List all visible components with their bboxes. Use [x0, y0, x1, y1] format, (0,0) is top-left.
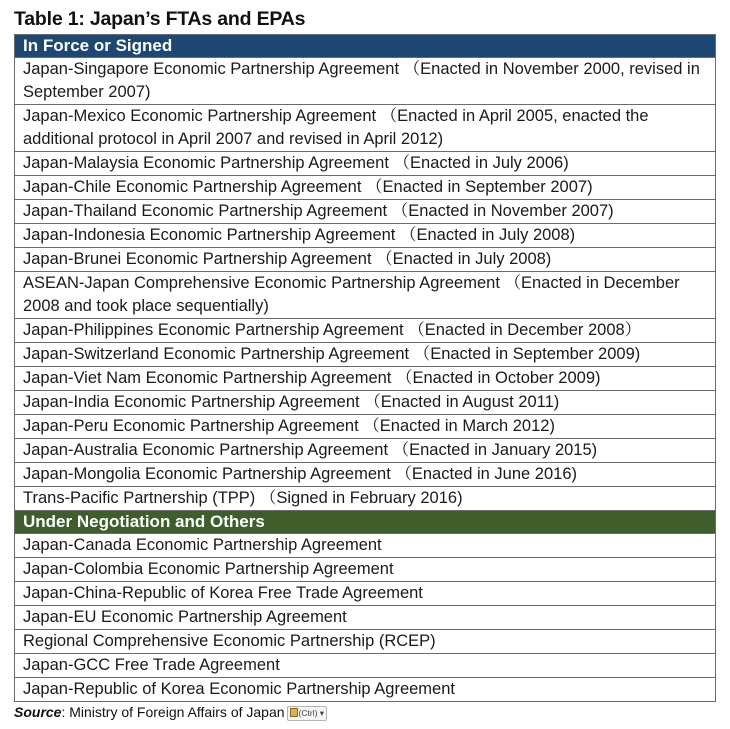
table-cell: Japan-Indonesia Economic Partnership Agreement （Enacted in July 2008) — [15, 224, 716, 248]
table-row — [15, 534, 716, 558]
table-cell: Japan-Malaysia Economic Partnership Agreement （Enacted in July 2006) — [15, 152, 716, 176]
table-row — [15, 415, 716, 439]
table-row — [15, 224, 716, 248]
table-cell: Japan-Switzerland Economic Partnership Agreement （Enacted in September 2009) — [15, 343, 716, 367]
fta-table — [14, 34, 716, 702]
clipboard-icon — [290, 708, 298, 717]
table-row — [15, 319, 716, 343]
section-header-in-force — [15, 35, 716, 58]
table-title: Table 1: Japan’s FTAs and EPAs — [14, 8, 306, 30]
table-row — [15, 58, 716, 105]
table-row — [15, 152, 716, 176]
table-cell: Japan-China-Republic of Korea Free Trade Agreement — [15, 582, 716, 606]
source-label: Source — [14, 704, 62, 720]
table-row — [15, 248, 716, 272]
table-row — [15, 463, 716, 487]
table-row — [15, 176, 716, 200]
table-row — [15, 391, 716, 415]
table-cell: Japan-Peru Economic Partnership Agreement （Enacted in March 2012) — [15, 415, 716, 439]
table-cell: Japan-GCC Free Trade Agreement — [15, 654, 716, 678]
table-cell: Japan-Singapore Economic Partnership Agreement （Enacted in November 2000, revised in September 2007) — [15, 58, 716, 105]
section-heading: In Force or Signed — [15, 35, 716, 58]
table-row — [15, 272, 716, 319]
table-cell: Japan-India Economic Partnership Agreement （Enacted in August 2011) — [15, 391, 716, 415]
section-header-under-negotiation — [15, 511, 716, 534]
table-cell: Japan-Mongolia Economic Partnership Agreement （Enacted in June 2016) — [15, 463, 716, 487]
source-text: : Ministry of Foreign Affairs of Japan — [61, 704, 285, 720]
table-cell: Japan-Australia Economic Partnership Agreement （Enacted in January 2015) — [15, 439, 716, 463]
table-row — [15, 487, 716, 511]
table-cell: Japan-EU Economic Partnership Agreement — [15, 606, 716, 630]
table-cell: Trans-Pacific Partnership (TPP) （Signed in February 2016) — [15, 487, 716, 511]
table-row — [15, 558, 716, 582]
paste-options-button[interactable] — [287, 706, 328, 721]
paste-options-label: (Ctrl) ▾ — [298, 707, 325, 718]
table-cell: Regional Comprehensive Economic Partnership (RCEP) — [15, 630, 716, 654]
table-cell: Japan-Chile Economic Partnership Agreement （Enacted in September 2007) — [15, 176, 716, 200]
table-row — [15, 200, 716, 224]
table-row — [15, 606, 716, 630]
table-row — [15, 582, 716, 606]
table-cell: ASEAN-Japan Comprehensive Economic Partnership Agreement （Enacted in December 2008 and took place sequentially) — [15, 272, 716, 319]
table-cell: Japan-Brunei Economic Partnership Agreement （Enacted in July 2008) — [15, 248, 716, 272]
table-cell: Japan-Colombia Economic Partnership Agreement — [15, 558, 716, 582]
source-note — [14, 704, 327, 721]
table-cell: Japan-Thailand Economic Partnership Agreement （Enacted in November 2007) — [15, 200, 716, 224]
table-cell: Japan-Mexico Economic Partnership Agreement （Enacted in April 2005, enacted the additional protocol in April 2007 and revised in April 2012) — [15, 105, 716, 152]
table-cell: Japan-Republic of Korea Economic Partnership Agreement — [15, 678, 716, 702]
section-heading: Under Negotiation and Others — [15, 511, 716, 534]
table-row — [15, 630, 716, 654]
table-row — [15, 343, 716, 367]
table-cell: Japan-Viet Nam Economic Partnership Agreement （Enacted in October 2009) — [15, 367, 716, 391]
table-row — [15, 367, 716, 391]
table-cell: Japan-Philippines Economic Partnership Agreement （Enacted in December 2008） — [15, 319, 716, 343]
table-row — [15, 678, 716, 702]
table-row — [15, 654, 716, 678]
table-row — [15, 105, 716, 152]
table-row — [15, 439, 716, 463]
table-cell: Japan-Canada Economic Partnership Agreement — [15, 534, 716, 558]
